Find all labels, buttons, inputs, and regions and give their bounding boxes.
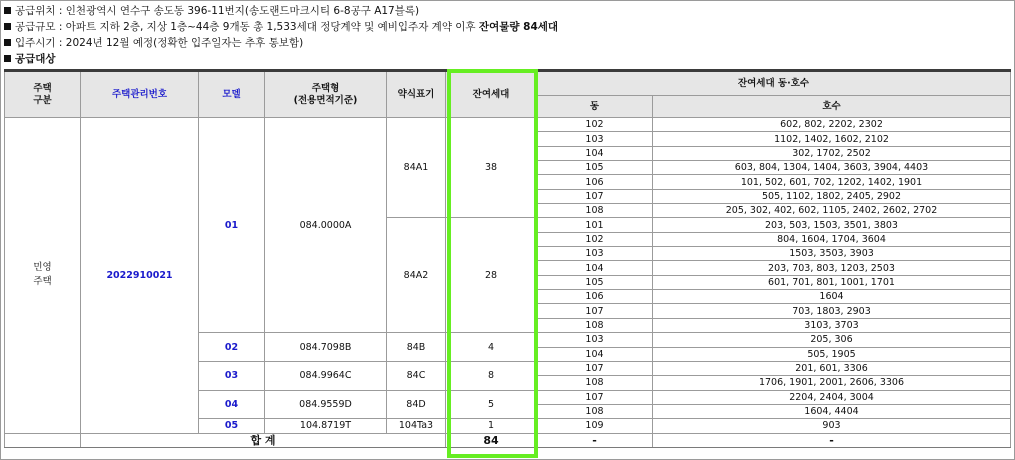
housing-type-cell: 084.7098B [265, 333, 387, 362]
ho-cell: 3103, 3703 [653, 318, 1011, 332]
ho-cell: 903 [653, 419, 1011, 433]
bullet-icon [4, 55, 11, 62]
ho-cell: 101, 502, 601, 702, 1202, 1402, 1901 [653, 175, 1011, 189]
ho-cell: 205, 302, 402, 602, 1105, 2402, 2602, 2702 [653, 204, 1011, 218]
ho-cell: 1503, 3503, 3903 [653, 247, 1011, 261]
header-abbr: 약식표기 [387, 71, 446, 118]
mgmt-number-cell: 2022910021 [81, 118, 199, 434]
total-spacer-cell [5, 433, 81, 447]
info-supply-target [4, 51, 558, 67]
table-row [5, 118, 1011, 132]
info-location [4, 3, 558, 19]
supply-info [4, 3, 558, 67]
info-text: 입주시기 : 2024년 12월 예정(정확한 입주일자는 추후 통보함) [15, 37, 304, 49]
ho-cell: 703, 1803, 2903 [653, 304, 1011, 318]
remaining-count-cell: 8 [446, 361, 537, 390]
dong-cell: 107 [537, 361, 653, 375]
header-mgmt-number: 주택관리번호 [81, 71, 199, 118]
info-text: 공급위치 : 인천광역시 연수구 송도동 396-11번지(송도랜드마크시티 6-8공구 A17블록) [15, 5, 420, 17]
dong-cell: 103 [537, 247, 653, 261]
ho-cell: 302, 1702, 2502 [653, 146, 1011, 160]
dong-cell: 104 [537, 261, 653, 275]
total-ho-cell: - [653, 433, 1011, 447]
dong-cell: 109 [537, 419, 653, 433]
model-cell: 04 [199, 390, 265, 419]
dong-cell: 105 [537, 275, 653, 289]
info-scale [4, 19, 558, 35]
header-units-group: 잔여세대 동·호수 [537, 71, 1011, 96]
ho-cell: 1706, 1901, 2001, 2606, 3306 [653, 376, 1011, 390]
dong-cell: 108 [537, 318, 653, 332]
model-cell: 03 [199, 361, 265, 390]
remaining-count-cell: 1 [446, 419, 537, 433]
header-dong: 동 [537, 96, 653, 118]
header-ho: 호수 [653, 96, 1011, 118]
dong-cell: 104 [537, 146, 653, 160]
model-cell: 05 [199, 419, 265, 433]
dong-cell: 102 [537, 118, 653, 132]
ho-cell: 601, 701, 801, 1001, 1701 [653, 275, 1011, 289]
abbr-cell: 84B [387, 333, 446, 362]
info-emphasis: 잔여물량 84세대 [478, 21, 559, 33]
dong-cell: 103 [537, 132, 653, 146]
dong-cell: 103 [537, 333, 653, 347]
remaining-count-cell: 4 [446, 333, 537, 362]
housing-type-cell: 084.9964C [265, 361, 387, 390]
header-remaining: 잔여세대 [446, 71, 537, 118]
remaining-count-cell: 28 [446, 218, 537, 333]
total-row [5, 433, 1011, 447]
abbr-cell: 84C [387, 361, 446, 390]
housing-type-cell: 104.8719T [265, 419, 387, 433]
housing-kind-cell: 민영 주택 [5, 118, 81, 434]
total-dong-cell: - [537, 433, 653, 447]
remaining-count-cell: 38 [446, 118, 537, 218]
header-housing-kind: 주택 구분 [5, 71, 81, 118]
abbr-cell: 84A2 [387, 218, 446, 333]
ho-cell: 602, 802, 2202, 2302 [653, 118, 1011, 132]
info-emphasis: 공급대상 [15, 53, 56, 65]
abbr-cell: 104Ta3 [387, 419, 446, 433]
header-housing-type: 주택형 (전용면적기준) [265, 71, 387, 118]
dong-cell: 101 [537, 218, 653, 232]
info-move-in [4, 35, 558, 51]
housing-type-cell: 084.0000A [265, 118, 387, 333]
abbr-cell: 84A1 [387, 118, 446, 218]
ho-cell: 505, 1905 [653, 347, 1011, 361]
total-count-cell: 84 [446, 433, 537, 447]
info-text: 공급규모 : 아파트 지하 2층, 지상 1층~44층 9개동 총 1,533세대 정당계약 및 예비입주자 계약 이후 [15, 21, 479, 33]
ho-cell: 505, 1102, 1802, 2405, 2902 [653, 189, 1011, 203]
ho-cell: 804, 1604, 1704, 3604 [653, 232, 1011, 246]
bullet-icon [4, 23, 11, 30]
ho-cell: 201, 601, 3306 [653, 361, 1011, 375]
ho-cell: 203, 503, 1503, 3501, 3803 [653, 218, 1011, 232]
dong-cell: 107 [537, 390, 653, 404]
bullet-icon [4, 39, 11, 46]
dong-cell: 107 [537, 304, 653, 318]
dong-cell: 108 [537, 376, 653, 390]
dong-cell: 106 [537, 290, 653, 304]
bullet-icon [4, 7, 11, 14]
abbr-cell: 84D [387, 390, 446, 419]
total-label-cell: 합 계 [81, 433, 446, 447]
dong-cell: 108 [537, 204, 653, 218]
dong-cell: 106 [537, 175, 653, 189]
ho-cell: 603, 804, 1304, 1404, 3603, 3904, 4403 [653, 161, 1011, 175]
dong-cell: 102 [537, 232, 653, 246]
ho-cell: 1604, 4404 [653, 404, 1011, 418]
dong-cell: 105 [537, 161, 653, 175]
housing-type-cell: 084.9559D [265, 390, 387, 419]
ho-cell: 2204, 2404, 3004 [653, 390, 1011, 404]
dong-cell: 107 [537, 189, 653, 203]
ho-cell: 205, 306 [653, 333, 1011, 347]
ho-cell: 1102, 1402, 1602, 2102 [653, 132, 1011, 146]
model-cell: 01 [199, 118, 265, 333]
ho-cell: 203, 703, 803, 1203, 2503 [653, 261, 1011, 275]
ho-cell: 1604 [653, 290, 1011, 304]
dong-cell: 104 [537, 347, 653, 361]
supply-table [4, 69, 1011, 448]
header-model: 모델 [199, 71, 265, 118]
remaining-count-cell: 5 [446, 390, 537, 419]
model-cell: 02 [199, 333, 265, 362]
dong-cell: 108 [537, 404, 653, 418]
